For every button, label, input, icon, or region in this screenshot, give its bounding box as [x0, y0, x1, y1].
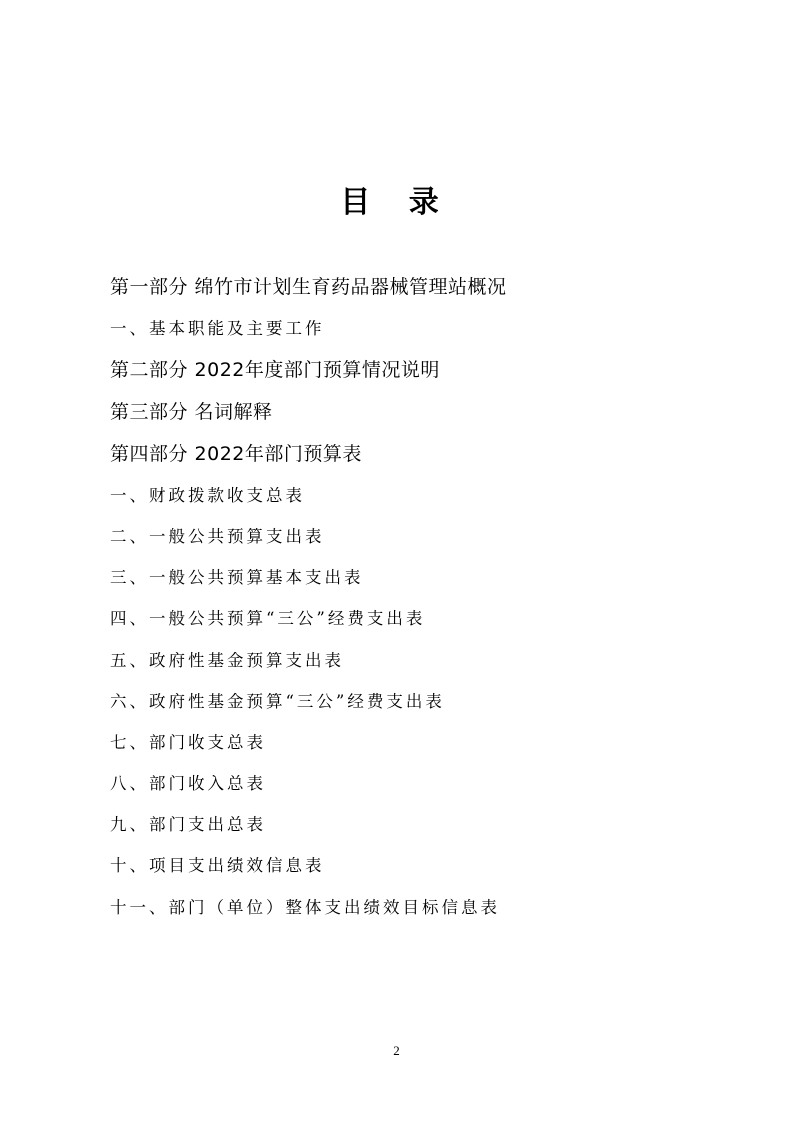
toc-item-6: 六、政府性基金预算“三公”经费支出表 [110, 692, 445, 711]
toc-item-9: 九、部门支出总表 [110, 815, 266, 834]
toc-item-4: 四、一般公共预算“三公”经费支出表 [110, 609, 426, 628]
toc-part-1: 第一部分 绵竹市计划生育药品器械管理站概况 [110, 276, 507, 298]
toc-part-3: 第三部分 名词解释 [110, 401, 273, 423]
toc-item-1: 一、财政拨款收支总表 [110, 486, 305, 505]
toc-part-4: 第四部分 2022年部门预算表 [110, 443, 362, 465]
page-number: 2 [393, 1043, 400, 1058]
toc-item-3: 三、一般公共预算基本支出表 [110, 568, 364, 587]
toc-item-10: 十、项目支出绩效信息表 [110, 856, 325, 875]
toc-item-5: 五、政府性基金预算支出表 [110, 651, 344, 670]
toc-item-2: 二、一般公共预算支出表 [110, 527, 325, 546]
page-title: 目 录 [340, 185, 453, 220]
toc-item-basic-duties: 一、基本职能及主要工作 [110, 319, 325, 338]
toc-part-2: 第二部分 2022年度部门预算情况说明 [110, 359, 440, 381]
toc-item-11: 十一、部门（单位）整体支出绩效目标信息表 [110, 898, 500, 917]
toc-item-8: 八、部门收入总表 [110, 774, 266, 793]
toc-item-7: 七、部门收支总表 [110, 733, 266, 752]
